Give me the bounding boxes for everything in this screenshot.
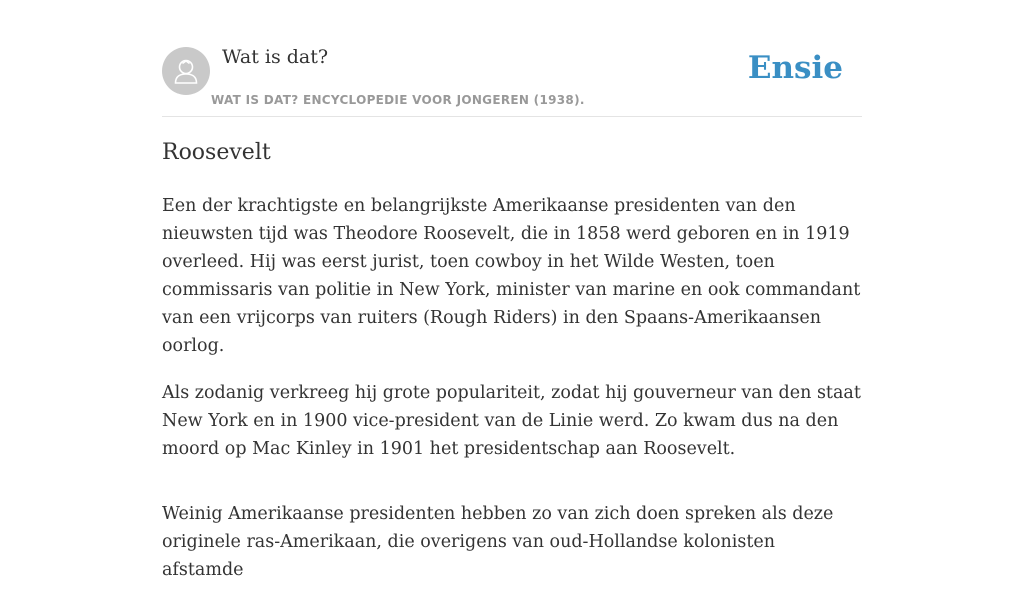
ensie-logo[interactable]: Ensie <box>747 50 843 86</box>
source-subtitle: WAT IS DAT? ENCYCLOPEDIE VOOR JONGEREN (1938). <box>211 93 585 107</box>
article-paragraph: Weinig Amerikaanse presidenten hebben zo van zich doen spreken als deze originele ras-Amerikaan, die overigens van oud-Hollandse kolonisten afstamde <box>162 504 834 580</box>
article-body <box>162 192 862 603</box>
user-icon <box>162 47 210 95</box>
source-title[interactable]: Wat is dat? <box>222 46 329 68</box>
source-header <box>162 0 862 117</box>
article-paragraph: Als zodanig verkreeg hij grote populariteit, zodat hij gouverneur van den staat New York en in 1900 vice-president van de Linie werd. Zo kwam dus na den moord op Mac Kinley in 1901 het presidentschap aan Roosevelt. <box>162 383 861 459</box>
article-paragraph: Een der krachtigste en belangrijkste Amerikaanse presidenten van den nieuwsten tijd was Theodore Roosevelt, die in 1858 werd geboren en in 1919 overleed. Hij was eerst jurist, toen cowboy in het Wilde Westen, toen commissaris van politie in New York, minister van marine en ook commandant van een vrijcorps van ruiters (Rough Riders) in den Spaans-Amerikaansen oorlog. <box>162 196 861 356</box>
avatar[interactable] <box>162 47 210 95</box>
article-title: Roosevelt <box>162 140 271 165</box>
